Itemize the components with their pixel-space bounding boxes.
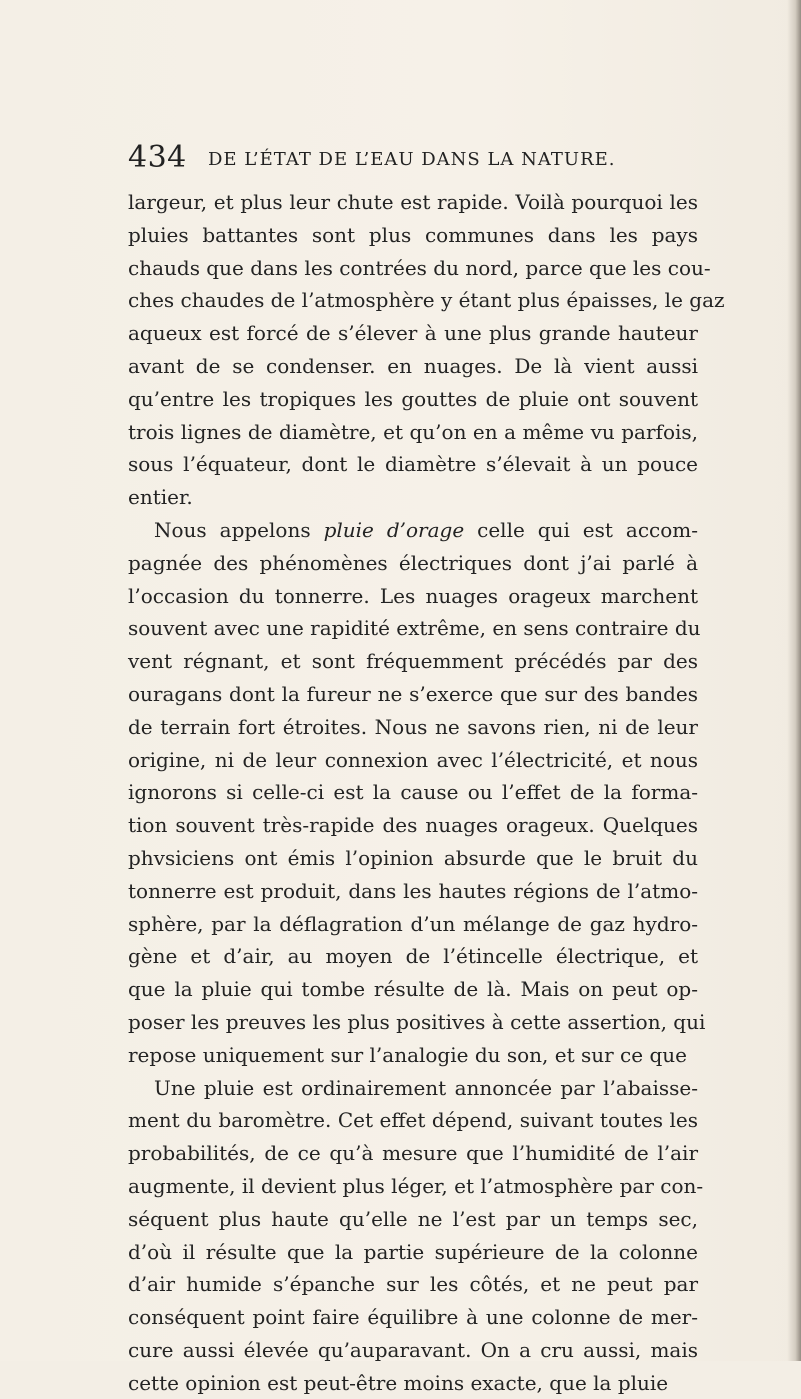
text-line: phvsiciens ont émis l’opinion absurde que le bruit du (128, 845, 698, 870)
text-line: repose uniquement sur l’analogie du son, et sur ce que (128, 1042, 687, 1067)
text-fragment: celle qui est accom- (464, 517, 698, 542)
page-binding-shadow (787, 0, 801, 1361)
text-line: tion souvent très-rapide des nuages orageux. Quelques (128, 813, 698, 838)
text-line: cure aussi élevée qu’auparavant. On a cru aussi, mais (128, 1337, 698, 1362)
text-line: trois lignes de diamètre, et qu’on en a même vu parfois, (128, 419, 698, 444)
text-line: que la pluie qui tombe résulte de là. Mais on peut op- (128, 977, 698, 1002)
text-line: tonnerre est produit, dans les hautes régions de l’atmo- (128, 878, 698, 903)
text-line: souvent avec une rapidité extrême, en sens contraire du (128, 616, 701, 641)
text-line: ment du baromètre. Cet effet dépend, suivant toutes les (128, 1108, 698, 1133)
text-line: séquent plus haute qu’elle ne l’est par un temps sec, (128, 1206, 698, 1231)
text-line: pluies battantes sont plus communes dans les pays (128, 222, 698, 247)
text-line: aqueux est forcé de s’élever à une plus grande hauteur (128, 321, 698, 346)
text-line: probabilités, de ce qu’à mesure que l’humidité de l’air (128, 1141, 698, 1166)
text-line: cette opinion est peut-être moins exacte, que la pluie (128, 1370, 669, 1395)
body-text (128, 186, 725, 1399)
text-line: qu’entre les tropiques les gouttes de pluie ont souvent (128, 386, 698, 411)
text-line: largeur, et plus leur chute est rapide. Voilà pourquoi les (128, 190, 698, 214)
paragraph-first-line (128, 514, 698, 547)
text-line: sphère, par la déflagration d’un mélange de gaz hydro- (128, 911, 698, 936)
text-line: de terrain fort étroites. Nous ne savons rien, ni de leur (128, 714, 698, 739)
text-line: l’occasion du tonnerre. Les nuages orageux marchent (128, 583, 698, 608)
text-line: ignorons si celle-ci est la cause ou l’effet de la forma- (128, 780, 698, 805)
text-line: origine, ni de leur connexion avec l’électricité, et nous (128, 747, 698, 772)
text-line: augmente, il devient plus léger, et l’atmosphère par con- (128, 1173, 704, 1198)
running-head: DE L’ÉTAT DE L’EAU DANS LA NATURE. (208, 149, 616, 170)
paragraph-first-line: Une pluie est ordinairement annoncée par l’abaisse- (154, 1075, 698, 1100)
text-line: conséquent point faire équilibre à une colonne de mer- (128, 1305, 698, 1330)
text-line: pagnée des phénomènes électriques dont j’ai parlé à (128, 550, 698, 575)
page-header (128, 140, 688, 180)
text-line: d’où il résulte que la partie supérieure de la colonne (128, 1239, 698, 1264)
text-line: d’air humide s’épanche sur les côtés, et ne peut par (128, 1272, 698, 1297)
text-line: ouragans dont la fureur ne s’exerce que sur des bandes (128, 681, 698, 706)
text-line: chauds que dans les contrées du nord, parce que les cou- (128, 255, 711, 280)
text-line: gène et d’air, au moyen de l’étincelle électrique, et (128, 944, 698, 969)
text-line: entier. (128, 485, 193, 510)
text-line: poser les preuves les plus positives à cette assertion, qui (128, 1009, 706, 1034)
text-line: sous l’équateur, dont le diamètre s’élevait à un pouce (128, 452, 698, 477)
text-fragment: Nous appelons (154, 517, 324, 542)
text-line: avant de se condenser. en nuages. De là vient aussi (128, 353, 698, 378)
text-line: vent régnant, et sont fréquemment précédés par des (128, 649, 698, 674)
page-number: 434 (128, 140, 187, 175)
text-line: ches chaudes de l’atmosphère y étant plus épaisses, le gaz (128, 288, 725, 313)
italic-term: pluie d’orage (323, 517, 465, 542)
